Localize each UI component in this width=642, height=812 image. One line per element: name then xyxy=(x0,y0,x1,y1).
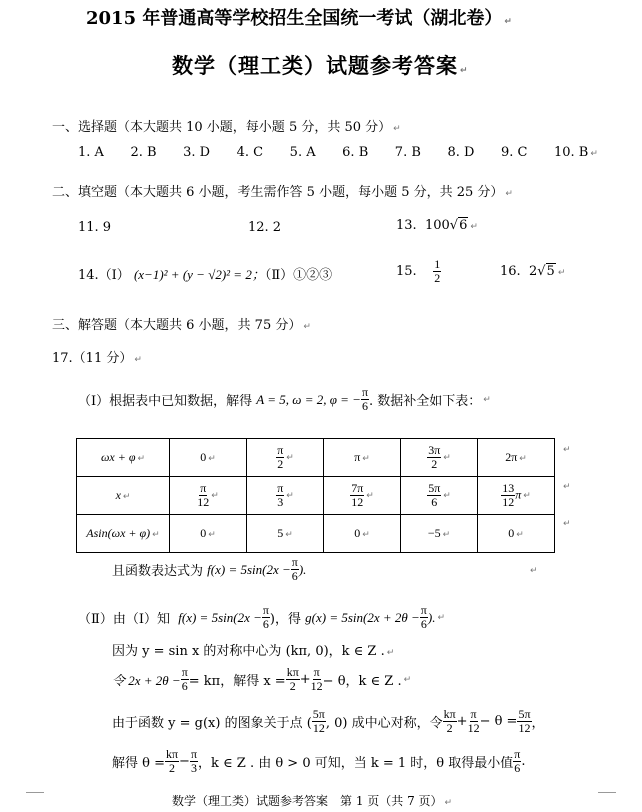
part2-line-2: 因为 y = sin x 的对称中心为 (kπ, 0)，k ∈ Z . ↵ xyxy=(112,644,395,659)
table-cell: 0 ↵ xyxy=(478,515,555,553)
part2-line-3: 令 2x + 2θ − $\frac{\pi}{6}$ = kπ，解得 x = $\frac{k\pi}{2}$ + $\frac{\pi}{12}$ − θ，k ∈ Z . ↵ xyxy=(112,665,412,693)
table-row xyxy=(77,439,555,477)
fill-answer-16: 16. 2√5 ↵ xyxy=(500,264,566,279)
section-heading-solve: 三、解答题（本大题共 6 小题，共 75 分） ↵ xyxy=(52,318,311,333)
part2-line-5: 解得 θ = $\frac{k\pi}{2}$ − $\frac{\pi}{3}$ ，k ∈ Z . 由 θ > 0 可知，当 k = 1 时，θ 取得最小值 $\frac{\pi}{6}$ . xyxy=(112,747,526,775)
page-subtitle: 数学（理工类）试题参考答案 ↵ xyxy=(172,53,469,78)
table-cell: 0 ↵ xyxy=(170,515,247,553)
table-cell: $\frac{13}{12}$ π ↵ xyxy=(478,477,555,515)
choice-answers xyxy=(78,145,598,160)
answer-10: 10. B ↵ xyxy=(553,145,598,160)
row-header: Asin(ωx + φ) ↵ xyxy=(77,515,170,553)
table-cell: $\frac{7\pi}{12}$ ↵ xyxy=(324,477,401,515)
page-footer: 数学（理工类）试题参考答案 第 1 页（共 7 页） ↵ xyxy=(172,794,453,808)
footer-rule-right xyxy=(598,792,616,793)
answer-7: 7. B xyxy=(394,145,421,160)
value-table xyxy=(76,438,555,553)
fill-answer-14: 14.（Ⅰ） (x−1)² + (y − √2)² = 2；（Ⅱ）①②③ xyxy=(78,267,333,283)
answer-9: 9. C xyxy=(500,145,528,160)
part1-statement: （Ⅰ）根据表中已知数据，解得 A = 5, ω = 2, φ = − $\frac{\pi}{6}$ . 数据补全如下表： ↵ xyxy=(78,385,491,413)
row-end-mark: ↵ xyxy=(563,482,571,492)
answer-2: 2. B xyxy=(130,145,157,160)
footer-rule-left xyxy=(26,792,44,793)
row-end-mark: ↵ xyxy=(563,519,571,529)
table-cell: 0 ↵ xyxy=(170,439,247,477)
section-heading-choice: 一、选择题（本大题共 10 小题，每小题 5 分，共 50 分） ↵ xyxy=(52,120,401,135)
table-row xyxy=(77,477,555,515)
fraction: $\frac{1}{2}$ xyxy=(434,257,441,285)
row-header: x ↵ xyxy=(77,477,170,515)
row-end-mark: ↵ xyxy=(563,445,571,455)
table-cell: $\frac{3\pi}{2}$ ↵ xyxy=(401,439,478,477)
fill-answer-13: 13. 100√6 ↵ xyxy=(396,218,478,233)
paragraph-mark: ↵ xyxy=(530,566,538,576)
fill-answer-11: 11. 9 xyxy=(78,220,112,235)
answer-6: 6. B xyxy=(342,145,369,160)
question-17-label: 17.（11 分） ↵ xyxy=(52,351,142,366)
fraction: $\frac{\pi}{6}$ xyxy=(361,385,369,413)
table-cell: −5 ↵ xyxy=(401,515,478,553)
answer-8: 8. D xyxy=(447,145,475,160)
answer-5: 5. A xyxy=(289,145,316,160)
answer-1: 1. A xyxy=(78,145,104,160)
row-header: ωx + φ ↵ xyxy=(77,439,170,477)
fill-answer-12: 12. 2 xyxy=(248,220,282,235)
table-cell: 5 ↵ xyxy=(247,515,324,553)
table-cell: $\frac{\pi}{12}$ ↵ xyxy=(170,477,247,515)
table-cell: $\frac{\pi}{2}$ ↵ xyxy=(247,439,324,477)
table-cell: $\frac{\pi}{3}$ ↵ xyxy=(247,477,324,515)
table-cell: 2π ↵ xyxy=(478,439,555,477)
table-cell: $\frac{5\pi}{6}$ ↵ xyxy=(401,477,478,515)
fraction: $\frac{\pi}{6}$ xyxy=(291,555,298,583)
answer-4: 4. C xyxy=(236,145,264,160)
table-cell: 0 ↵ xyxy=(324,515,401,553)
function-expression: 且函数表达式为 f(x) = 5sin(2x − $\frac{\pi}{6}$ ). xyxy=(112,555,307,583)
part2-line-1: （Ⅱ）由（Ⅰ）知 f(x) = 5sin(2x − $\frac{\pi}{6}$ )，得 g(x) = 5sin(2x + 2θ − $\frac{\pi}{6}$ ). ↵ xyxy=(78,603,445,631)
part2-line-4: 由于函数 y = g(x) 的图象关于点 ( $\frac{5\pi}{12}$ , 0) 成中心对称，令 $\frac{k\pi}{2}$ + $\frac{\pi}{12}$ − θ = $\frac{5\pi}{12}$ ， xyxy=(112,707,545,735)
page-title: 2015 年普通高等学校招生全国统一考试（湖北卷） ↵ xyxy=(86,8,512,29)
fill-answer-15: 15. $\frac{1}{2}$ xyxy=(396,257,441,285)
table-row xyxy=(77,515,555,553)
section-heading-fill: 二、填空题（本大题共 6 小题，考生需作答 5 小题，每小题 5 分，共 25 分） ↵ xyxy=(52,185,513,200)
answer-3: 3. D xyxy=(183,145,211,160)
table-cell: π ↵ xyxy=(324,439,401,477)
